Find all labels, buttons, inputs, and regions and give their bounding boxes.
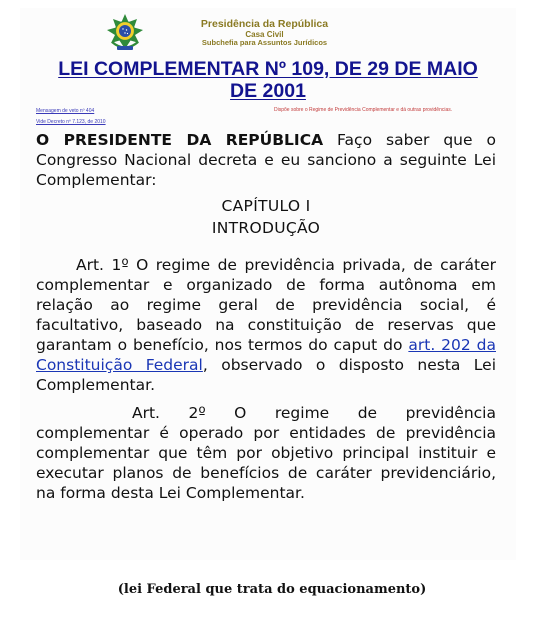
law-summary: Dispõe sobre o Regime de Previdência Complementar e dá outras providências. <box>274 107 453 113</box>
document-page <box>20 8 516 560</box>
image-caption: (lei Federal que trata do equacionamento) <box>117 582 427 597</box>
opening-text: Faço saber que o Congresso Nacional decreta e eu sanciono a seguinte Lei Complementar: <box>36 131 496 189</box>
article-1 <box>36 255 496 395</box>
agency-name: Presidência da República <box>200 18 329 30</box>
brazil-coat-of-arms-icon <box>105 13 145 53</box>
opening-bold: O PRESIDENTE DA REPÚBLICA <box>36 131 324 149</box>
suboffice-name: Subchefia para Assuntos Jurídicos <box>201 38 328 48</box>
law-body <box>36 130 496 503</box>
article-2: Art. 2º O regime de previdência complementar é operado por entidades de previdência complementar que têm por objetivo principal instituir e executar planos de benefícios de caráter previdenciário, na forma desta Lei Complementar. <box>36 404 496 502</box>
reference-links <box>36 106 106 128</box>
article-1-end: , observado o disposto nesta Lei Complementar. <box>36 356 496 394</box>
opening-paragraph <box>36 130 496 190</box>
decree-link[interactable]: Vide Decreto nº 7.123, de 2010 <box>36 119 106 125</box>
chapter-title: INTRODUÇÃO <box>211 219 321 237</box>
law-title: LEI COMPLEMENTAR Nº 109, DE 29 DE MAIO DE 2001 <box>58 58 478 102</box>
veto-message-link[interactable]: Mensagem de veto nº 404 <box>36 108 95 114</box>
article-1-text: Art. 1º O regime de previdência privada, de caráter complementar e organizado de forma autônoma em relação ao regime geral de previdência social, é facultativo, baseado na constituição de reservas que garantam o benefício, nos termos do caput do <box>36 256 496 354</box>
chapter-heading: CAPÍTULO I <box>221 197 311 215</box>
office-name: Casa Civil <box>245 30 284 40</box>
government-header <box>162 18 367 48</box>
constitution-link[interactable]: art. 202 da Constituição Federal <box>36 336 496 374</box>
